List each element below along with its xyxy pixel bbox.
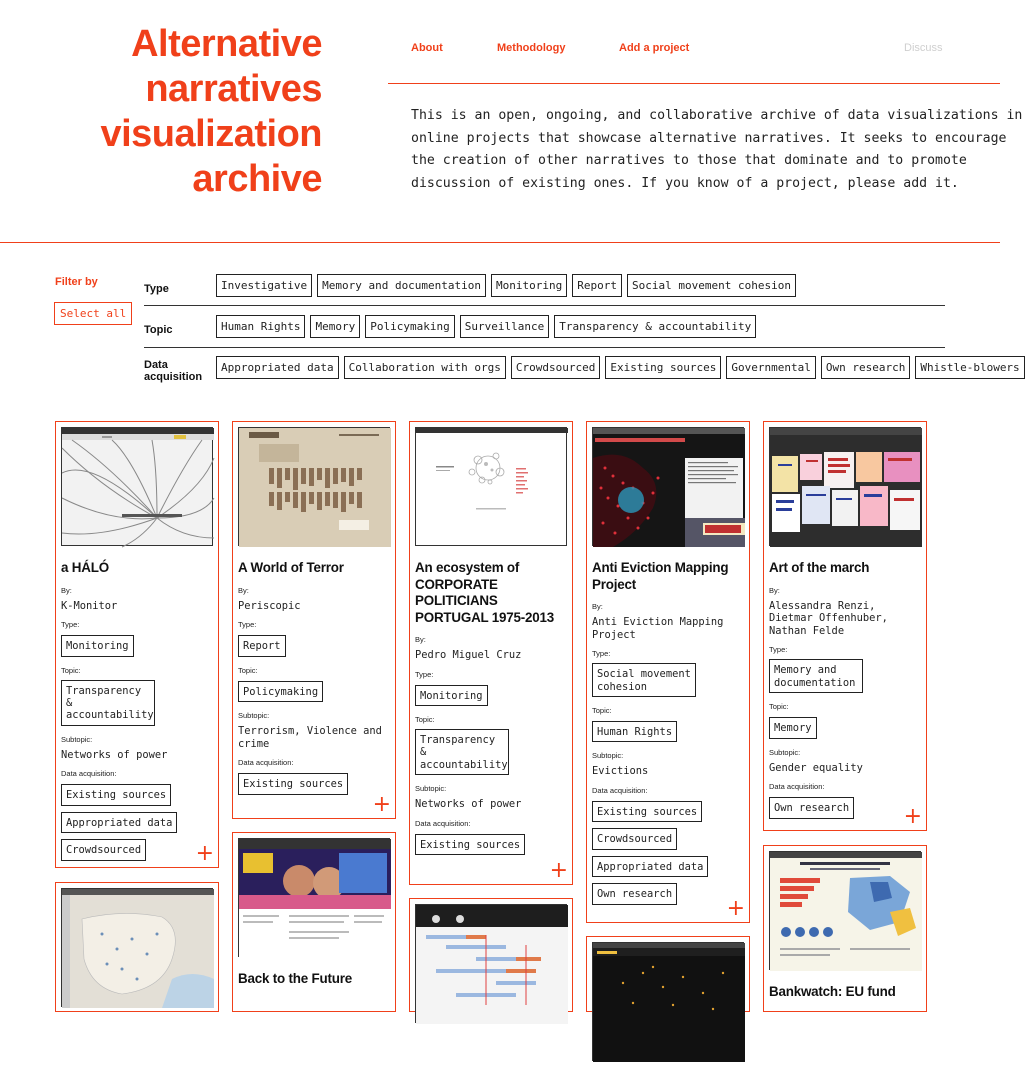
type-tag[interactable]: Monitoring <box>415 685 488 706</box>
by-label: By: <box>592 602 603 611</box>
subtopic-label: Subtopic: <box>592 751 624 761</box>
topic-label: Topic: <box>238 665 258 675</box>
intro-line: discussion of existing ones. If you know of a project, please add it. <box>411 175 959 191</box>
intro-line: This is an open, ongoing, and collaborative archive of data visualizations in <box>411 108 1023 123</box>
card-title[interactable]: Anti Eviction Mapping Project <box>592 560 729 592</box>
card-author: Pedro Miguel Cruz <box>415 649 522 661</box>
data-acquisition-label: Data acquisition: <box>238 758 294 768</box>
filter-chip[interactable]: Investigative <box>216 274 312 297</box>
project-card[interactable] <box>232 421 396 819</box>
select-all-button[interactable]: Select all <box>54 302 132 325</box>
filter-chip[interactable]: Surveillance <box>460 315 549 338</box>
data-tag[interactable]: Crowdsourced <box>592 828 677 849</box>
card-subtopic: Gender equality <box>769 761 863 774</box>
subtopic-label: Subtopic: <box>769 747 801 757</box>
filter-row-label-type: Type <box>144 283 169 295</box>
timeline-chart-thumbnail[interactable] <box>415 904 567 1023</box>
subtopic-label: Subtopic: <box>238 710 270 720</box>
card-author: K-Monitor <box>61 599 118 612</box>
filter-chip[interactable]: Crowdsourced <box>511 356 600 379</box>
topic-tag[interactable]: Human Rights <box>592 721 677 742</box>
filter-chip[interactable]: Collaboration with orgs <box>344 356 506 379</box>
data-tag[interactable]: Existing sources <box>592 801 702 822</box>
filter-chips-topic <box>216 315 756 338</box>
subtopic-label: Subtopic: <box>61 734 93 744</box>
card-title[interactable]: Back to the Future <box>238 971 352 986</box>
topic-label: Topic: <box>592 706 612 715</box>
type-label: Type: <box>769 645 788 655</box>
topic-label: Topic: <box>415 715 435 724</box>
type-tag[interactable]: Monitoring <box>61 635 134 656</box>
data-tag[interactable]: Existing sources <box>238 773 348 794</box>
topic-label: Topic: <box>769 702 789 712</box>
data-tag[interactable]: Appropriated data <box>61 812 177 833</box>
project-card[interactable] <box>586 936 750 1012</box>
ecosystem-circles-thumbnail[interactable] <box>415 427 567 546</box>
type-label: Type: <box>238 620 257 630</box>
expand-plus-icon[interactable]: + <box>903 804 922 829</box>
twitter-poster-thumbnail[interactable] <box>238 838 390 957</box>
project-card[interactable] <box>763 421 927 831</box>
nav-add-project-link[interactable]: Add a project <box>619 42 690 54</box>
data-tag[interactable]: Own research <box>769 797 854 818</box>
project-card[interactable] <box>55 421 219 868</box>
filter-chip[interactable]: Human Rights <box>216 315 305 338</box>
filter-chip[interactable]: Policymaking <box>365 315 454 338</box>
filter-chips-data-acquisition <box>216 356 1025 379</box>
card-subtopic: Networks of power <box>415 798 522 811</box>
project-card[interactable] <box>586 421 750 923</box>
expand-plus-icon[interactable]: + <box>549 858 568 883</box>
data-acquisition-label: Data acquisition: <box>769 782 825 792</box>
filter-row-label-data-acquisition: Data acquisition <box>144 359 203 383</box>
topic-tag[interactable]: Memory <box>769 717 817 738</box>
intro-line: online projects that showcase alternative narratives. It seeks to encourage <box>411 130 1007 146</box>
type-label: Type: <box>415 669 434 679</box>
card-author: Periscopic <box>238 599 301 612</box>
type-tag[interactable]: Report <box>238 635 286 656</box>
filter-row-divider <box>144 347 945 348</box>
eviction-map-thumbnail[interactable] <box>592 427 744 546</box>
terror-grid-thumbnail[interactable] <box>238 427 390 546</box>
data-tag[interactable]: Appropriated data <box>592 856 708 877</box>
site-title-line: visualization <box>100 113 322 155</box>
expand-plus-icon[interactable]: + <box>726 896 745 921</box>
filter-by-label: Filter by <box>55 276 98 288</box>
spain-map-thumbnail[interactable] <box>61 888 213 1007</box>
expand-plus-icon[interactable]: + <box>195 841 214 866</box>
intro-line: the creation of other narratives to those that dominate and to promote <box>411 153 967 169</box>
data-acquisition-label: Data acquisition: <box>61 769 117 779</box>
card-subtopic: Networks of power <box>61 748 168 761</box>
filter-chip[interactable]: Existing sources <box>605 356 721 379</box>
type-label: Type: <box>592 649 611 659</box>
card-title[interactable]: A World of Terror <box>238 560 344 575</box>
card-title[interactable]: a HÁLÓ <box>61 560 109 575</box>
type-tag[interactable]: Social movement cohesion <box>592 663 696 697</box>
by-label: By: <box>415 635 426 644</box>
filter-chip[interactable]: Governmental <box>726 356 815 379</box>
card-author: Anti Eviction Mapping Project <box>592 616 724 641</box>
filter-chip[interactable]: Appropriated data <box>216 356 339 379</box>
site-title-line: archive <box>192 158 322 200</box>
data-tag[interactable]: Crowdsourced <box>61 839 146 860</box>
filter-chip[interactable]: Memory and documentation <box>317 274 486 297</box>
filter-chip[interactable]: Monitoring <box>491 274 567 297</box>
dark-map-thumbnail[interactable] <box>592 942 744 1061</box>
topic-label: Topic: <box>61 665 81 675</box>
topic-tag[interactable]: Transparency & accountability <box>415 729 509 775</box>
nav-about-link[interactable]: About <box>411 42 443 54</box>
network-graph-thumbnail[interactable] <box>61 427 213 546</box>
expand-plus-icon[interactable]: + <box>372 792 391 817</box>
filter-chip[interactable]: Whistle-blowers <box>915 356 1024 379</box>
data-acquisition-label: Data acquisition: <box>592 786 648 795</box>
site-title-line: narratives <box>145 68 322 110</box>
by-label: By: <box>238 585 249 595</box>
data-acquisition-label: Data acquisition: <box>415 818 471 828</box>
topic-tag[interactable]: Policymaking <box>238 681 323 702</box>
nav-divider <box>388 83 1000 84</box>
site-title-line: Alternative <box>131 23 322 65</box>
card-subtopic: Terrorism, Violence and crime <box>238 724 382 750</box>
card-author: Alessandra Renzi, Dietmar Offenhuber, Nathan Felde <box>769 599 888 637</box>
project-card[interactable] <box>409 898 573 1012</box>
filter-row-divider <box>144 305 945 306</box>
type-tag[interactable]: Memory and documentation <box>769 659 863 693</box>
topic-tag[interactable]: Transparency & accountability <box>61 680 155 726</box>
filter-chip[interactable]: Social movement cohesion <box>627 274 796 297</box>
subtopic-label: Subtopic: <box>415 784 447 794</box>
data-tag[interactable]: Own research <box>592 883 677 904</box>
by-label: By: <box>769 585 780 595</box>
data-tag[interactable]: Existing sources <box>61 784 171 805</box>
project-card[interactable] <box>763 845 927 1012</box>
filter-chip[interactable]: Transparency & accountability <box>554 315 756 338</box>
project-card[interactable] <box>409 421 573 885</box>
top-nav <box>0 42 1000 56</box>
filter-chip[interactable]: Own research <box>821 356 910 379</box>
header-divider <box>0 242 1000 243</box>
data-tag[interactable]: Existing sources <box>415 834 525 855</box>
card-title[interactable]: Bankwatch: EU fund <box>769 984 896 999</box>
eu-infographic-thumbnail[interactable] <box>769 851 921 970</box>
type-label: Type: <box>61 620 80 630</box>
filter-row-label-topic: Topic <box>144 324 173 336</box>
nav-discuss-link[interactable]: Discuss <box>904 42 943 54</box>
project-card[interactable] <box>55 882 219 1012</box>
by-label: By: <box>61 585 72 595</box>
filter-chip[interactable]: Memory <box>310 315 360 338</box>
card-subtopic: Evictions <box>592 765 649 778</box>
nav-methodology-link[interactable]: Methodology <box>497 42 566 54</box>
project-card[interactable] <box>232 832 396 1012</box>
card-title[interactable]: An ecosystem of CORPORATE POLITICIANS PORTUGAL 1975-2013 <box>415 560 555 625</box>
protest-signs-thumbnail[interactable] <box>769 427 921 546</box>
intro-text <box>411 105 1023 195</box>
filter-chip[interactable]: Report <box>572 274 622 297</box>
filter-chips-type <box>216 274 796 297</box>
card-title[interactable]: Art of the march <box>769 560 870 575</box>
